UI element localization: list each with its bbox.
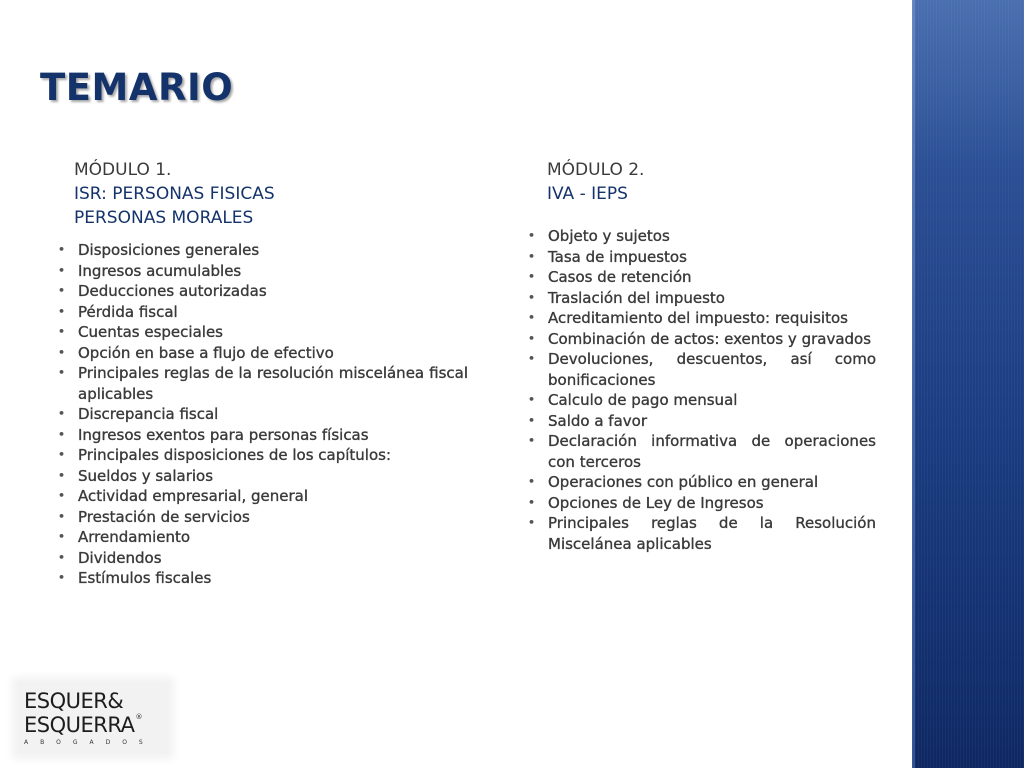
topic-list-item — [528, 247, 876, 268]
bullet-icon: • — [528, 290, 536, 304]
topic-text: Opciones de Ley de Ingresos — [548, 493, 764, 512]
topic-list-item — [528, 411, 876, 432]
bullet-icon: • — [58, 427, 66, 441]
topic-text: Casos de retención — [548, 268, 692, 286]
logo-line-2-text: ESQUERRA — [24, 713, 135, 737]
topic-text: Cuentas especiales — [78, 323, 223, 341]
registered-mark: ® — [135, 713, 142, 721]
topic-text: Devoluciones, descuentos, así como bonificaciones — [548, 350, 876, 389]
company-logo — [18, 683, 168, 753]
topic-list-item — [528, 288, 876, 309]
module-1-subtitle-line2: PERSONAS MORALES — [74, 208, 254, 228]
topic-list-item — [58, 281, 468, 302]
topic-list-item — [58, 486, 468, 507]
topic-text: Dividendos — [78, 548, 162, 567]
topic-list-item — [528, 349, 876, 390]
bullet-icon: • — [58, 550, 66, 564]
bullet-icon: • — [58, 243, 66, 256]
topic-text: Principales reglas de la resolución miscelánea fiscal aplicables — [78, 364, 468, 403]
bullet-icon: • — [58, 345, 66, 359]
topic-list-item — [58, 568, 468, 589]
topic-list-item — [58, 404, 468, 425]
topic-text: Disposiciones generales — [78, 241, 260, 259]
module-1-subtitle-line1: ISR: PERSONAS FISICAS — [74, 184, 275, 204]
bullet-icon: • — [528, 270, 536, 283]
topic-text: Discrepancia fiscal — [78, 405, 219, 423]
topic-list-item — [58, 527, 468, 548]
topic-list-item — [58, 507, 468, 528]
bullet-icon: • — [528, 475, 536, 488]
topic-list-item — [58, 322, 468, 343]
module-2-header — [547, 158, 887, 206]
topic-list-item — [58, 363, 468, 404]
bullet-icon: • — [528, 249, 536, 263]
topic-list-item — [528, 390, 876, 411]
topic-list-item — [58, 302, 468, 323]
topic-list-item — [528, 513, 876, 554]
topic-text: Ingresos acumulables — [78, 261, 242, 280]
topic-list-item — [58, 343, 468, 364]
topic-text: Saldo a favor — [548, 411, 648, 430]
topic-text: Actividad empresarial, general — [78, 487, 309, 505]
topic-text: Estímulos fiscales — [78, 569, 212, 587]
topic-list-item — [58, 466, 468, 487]
topic-text: Deducciones autorizadas — [78, 282, 267, 300]
topic-list-item — [58, 548, 468, 569]
topic-text: Arrendamiento — [78, 528, 191, 546]
topic-list-item — [528, 472, 876, 493]
module-1-topic-list — [58, 240, 468, 589]
bullet-icon: • — [528, 495, 536, 509]
topic-list-item — [58, 240, 468, 261]
topic-text: Ingresos exentos para personas físicas — [78, 425, 369, 444]
topic-list-item — [528, 329, 876, 350]
bullet-icon: • — [58, 304, 66, 318]
bullet-icon: • — [58, 263, 66, 277]
module-2-topic-list — [528, 226, 876, 554]
module-2-heading: MÓDULO 2. — [547, 160, 645, 180]
bullet-icon: • — [58, 448, 66, 461]
decorative-side-band — [912, 0, 1024, 768]
topic-text: Principales reglas de la Resolución Miscelánea aplicables — [548, 514, 876, 553]
logo-tagline: ABOGADOS — [24, 739, 155, 746]
topic-list-item — [58, 445, 468, 466]
slide-title: TEMARIO — [40, 66, 234, 109]
bullet-icon: • — [58, 571, 66, 584]
bullet-icon: • — [58, 468, 66, 482]
topic-text: Combinación de actos: exentos y gravados — [548, 329, 872, 348]
topic-text: Principales disposiciones de los capítulos: — [78, 446, 392, 464]
bullet-icon: • — [528, 229, 536, 242]
bullet-icon: • — [58, 489, 66, 502]
bullet-icon: • — [58, 509, 66, 523]
bullet-icon: • — [58, 366, 66, 379]
topic-text: Sueldos y salarios — [78, 466, 214, 485]
topic-text: Opción en base a flujo de efectivo — [78, 343, 334, 362]
topic-text: Tasa de impuestos — [548, 247, 687, 266]
bullet-icon: • — [528, 311, 536, 324]
logo-line-1: ESQUER& — [24, 689, 124, 713]
module-1-header — [74, 158, 474, 230]
bullet-icon: • — [58, 407, 66, 420]
logo-line-2 — [24, 713, 142, 737]
bullet-icon: • — [528, 434, 536, 447]
bullet-icon: • — [528, 393, 536, 406]
bullet-icon: • — [58, 325, 66, 338]
topic-text: Prestación de servicios — [78, 507, 250, 526]
module-2-subtitle-line1: IVA - IEPS — [547, 184, 628, 204]
module-1-heading: MÓDULO 1. — [74, 160, 172, 180]
bullet-icon: • — [528, 413, 536, 427]
topic-text: Objeto y sujetos — [548, 227, 670, 245]
bullet-icon: • — [528, 516, 536, 529]
bullet-icon: • — [528, 352, 536, 365]
topic-list-item — [528, 226, 876, 247]
topic-text: Pérdida fiscal — [78, 302, 178, 321]
topic-text: Traslación del impuesto — [548, 288, 725, 307]
topic-list-item — [528, 493, 876, 514]
topic-list-item — [528, 267, 876, 288]
topic-list-item — [58, 425, 468, 446]
topic-text: Calculo de pago mensual — [548, 391, 738, 409]
topic-text: Declaración informativa de operaciones con terceros — [548, 432, 876, 471]
topic-list-item — [528, 308, 876, 329]
topic-text: Operaciones con público en general — [548, 473, 819, 491]
bullet-icon: • — [58, 284, 66, 297]
topic-list-item — [528, 431, 876, 472]
bullet-icon: • — [58, 530, 66, 543]
bullet-icon: • — [528, 331, 536, 345]
topic-list-item — [58, 261, 468, 282]
topic-text: Acreditamiento del impuesto: requisitos — [548, 309, 848, 327]
